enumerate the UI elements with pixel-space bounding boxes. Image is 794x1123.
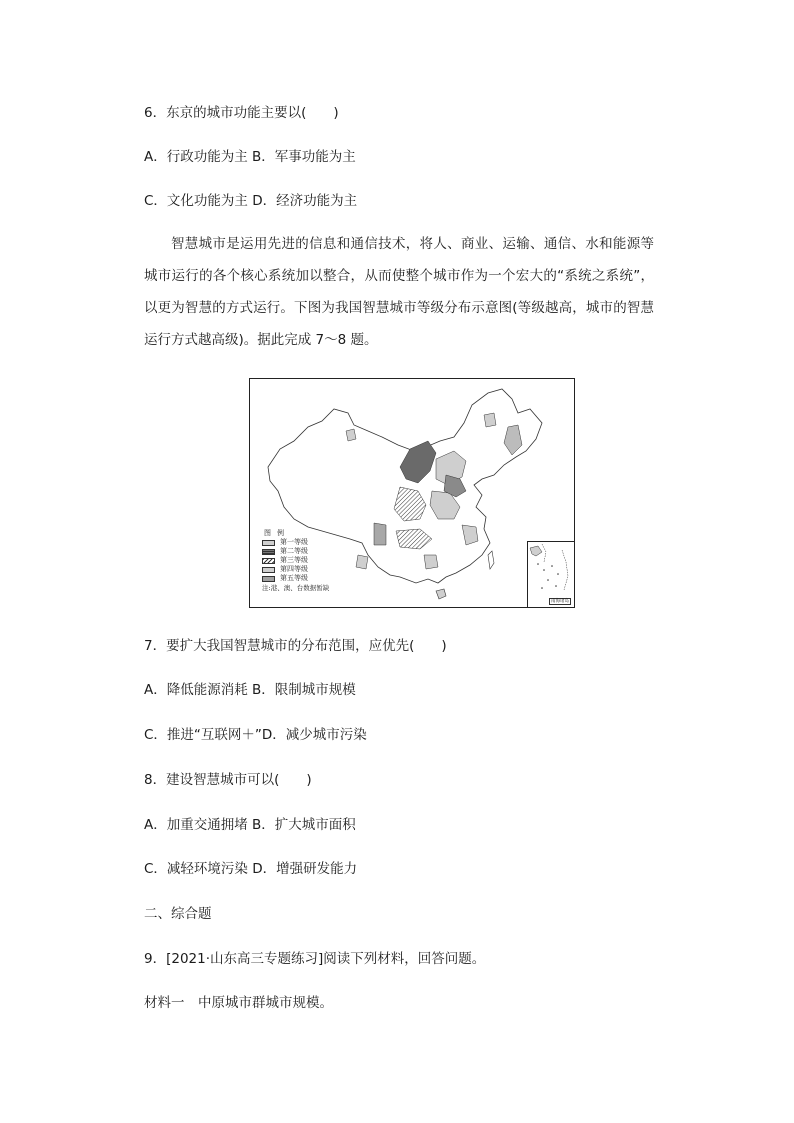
q9-stem: 9．[2021·山东高三专题练习]阅读下列材料，回答问题。: [144, 951, 486, 967]
legend-item-5: [262, 574, 329, 583]
region-level5-west: [374, 523, 386, 545]
section-2-heading: 二、综合题: [144, 906, 212, 922]
region-level4-southwest: [356, 555, 368, 569]
hainan-island: [436, 589, 446, 599]
legend-swatch-3: [262, 558, 275, 564]
q6-options-ab: A．行政功能为主 B．军事功能为主: [144, 149, 356, 165]
taiwan-island: [488, 551, 494, 569]
legend-swatch-1: [262, 540, 275, 546]
legend-item-3: [262, 556, 329, 565]
q8-options-cd: C．减轻环境污染 D．增强研发能力: [144, 861, 358, 877]
q6-options-cd: C．文化功能为主 D．经济功能为主: [144, 193, 358, 209]
q6-stem: 6．东京的城市功能主要以( ): [144, 105, 339, 121]
q8-options-ab: A．加重交通拥堵 B．扩大城市面积: [144, 817, 356, 833]
legend-swatch-2: [262, 549, 275, 555]
legend-title: 图例: [264, 529, 290, 537]
q7-options-ab: A．降低能源消耗 B．限制城市规模: [144, 682, 356, 698]
q8-stem: 8．建设智慧城市可以( ): [144, 772, 312, 788]
smart-city-map: [249, 378, 575, 608]
map-legend: [262, 529, 329, 593]
inset-label: 南海诸岛: [551, 599, 569, 604]
legend-swatch-5: [262, 576, 275, 582]
legend-item-1: [262, 538, 329, 547]
region-level4-northwest: [346, 429, 356, 441]
legend-label-2: 第二等级: [280, 547, 308, 555]
q7-stem: 7．要扩大我国智慧城市的分布范围，应优先( ): [144, 638, 447, 654]
legend-label-5: 第五等级: [280, 574, 308, 582]
q7-options-cd: C．推进“互联网＋”D．减少城市污染: [144, 727, 367, 743]
legend-note: 注:港、澳、台数据暂缺: [262, 584, 330, 592]
south-china-sea-inset: [527, 541, 574, 607]
legend-item-2: [262, 547, 329, 556]
legend-swatch-4: [262, 567, 275, 573]
legend-label-3: 第三等级: [280, 556, 308, 564]
reading-passage: 智慧城市是运用先进的信息和通信技术，将人、商业、运输、通信、水和能源等城市运行的各个核心系统加以整合，从而使整个城市作为一个宏大的“系统之系统”，以更为智慧的方式运行。下图为我国智慧城市等级分布示意图(等级越高，城市的智慧运行方式越高级)。据此完成 7～8 题。: [144, 236, 654, 348]
region-level5-northeast: [484, 413, 496, 427]
legend-item-4: [262, 565, 329, 574]
legend-label-4: 第四等级: [280, 565, 308, 573]
region-level5-south: [424, 555, 438, 569]
legend-label-1: 第一等级: [280, 538, 308, 546]
material-1-heading: 材料一 中原城市群城市规模。: [144, 995, 333, 1011]
